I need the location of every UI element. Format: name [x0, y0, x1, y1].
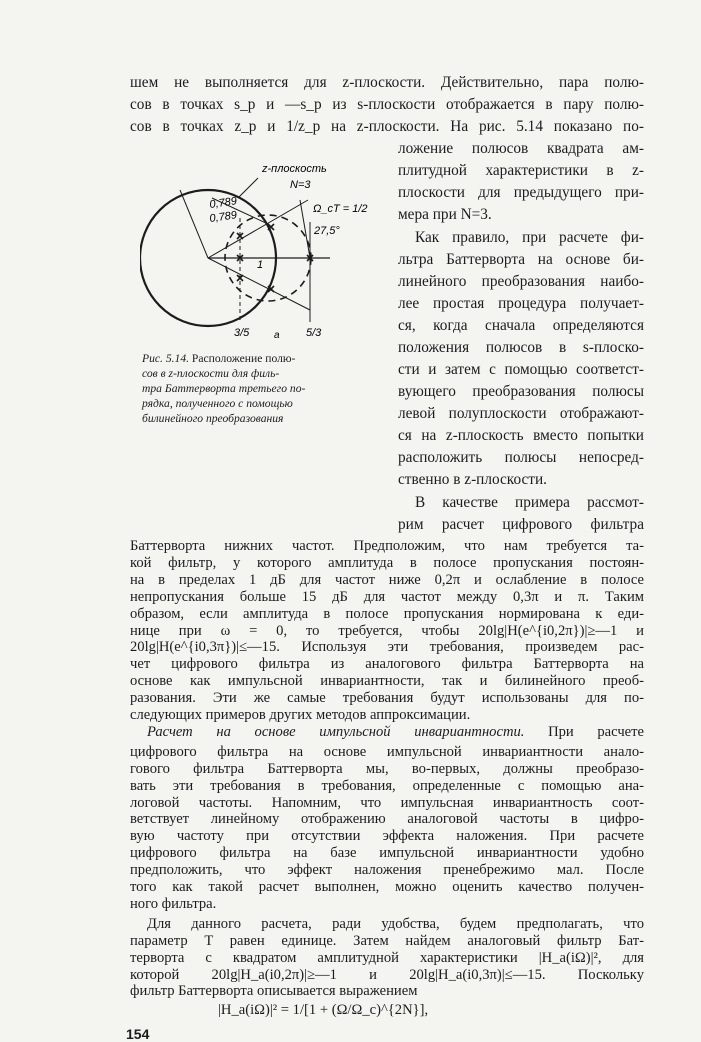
- text-line: 20lg|H(e^{i0,3π})|≤—15. Используя эти требования, произведем рас-: [130, 639, 644, 656]
- text-line: логовой частоты. Напомним, что импульсная инвариантность соот-: [130, 794, 644, 811]
- order-label: N=3: [290, 179, 311, 191]
- text-line: шем не выполняется для z-плоскости. Действительно, пара полю-: [130, 74, 644, 91]
- text-line: цифрового фильтра на основе импульсной инвариантности анало-: [130, 743, 644, 760]
- page-number: 154: [126, 1026, 150, 1042]
- radius-line: [180, 190, 208, 258]
- figure-caption-line: рядка, полученного с помощью: [142, 397, 293, 410]
- section-run-in-heading: Расчет на основе импульсной инвариантности.: [147, 723, 525, 740]
- text-line: ветствует линейному отображению аналоговой частоты в цифро-: [130, 811, 644, 828]
- text-line: сов в точках z_p и 1/z_p на z-плоскости. На рис. 5.14 показано по-: [130, 118, 644, 135]
- figure-caption-line: тра Баттерворта третьего по-: [142, 382, 306, 395]
- text-line: на в пределах 1 дБ для частот ниже 0,2π и ослабление в полосе: [130, 571, 644, 588]
- small-mark: a: [274, 330, 280, 341]
- caption-label: Рис. 5.14.: [142, 352, 190, 365]
- cutoff-label: Ω_cT = 1/2: [313, 203, 368, 215]
- text-line: чет цифрового фильтра из аналогового фильтра Баттерворта на: [130, 656, 644, 673]
- text-line: разования. Эти же самые требования будут использованы для по-: [130, 690, 644, 707]
- figure-caption-line: билинейного преобразования: [142, 412, 284, 425]
- text-line: следующих примеров других методов аппроксимации.: [130, 707, 471, 723]
- text-line: кой фильтр, у которого амплитуда в полосе пропускания постоян-: [130, 554, 644, 571]
- radius-label-a: 0,789: [208, 195, 238, 211]
- text-line: линейного преобразования наибо-: [398, 273, 644, 290]
- text-line: Как правило, при расчете фи-: [415, 229, 644, 246]
- text-line: ного фильтра.: [130, 895, 217, 912]
- text-line: левой полуплоскости отображают-: [398, 405, 644, 422]
- text-line: нице при ω = 0, то требуется, чтобы 20lg|H(e^{i0,2π})|≥—1 и: [130, 622, 644, 639]
- text-line: ложение полюсов квадрата ам-: [398, 140, 644, 157]
- text-line: вую частоту при отсутствии эффекта наложения. При расчете: [130, 828, 644, 845]
- text-line: цифрового фильтра на базе импульсной инвариантности удобно: [130, 845, 644, 862]
- figure-caption-line: сов в z-плоскости для филь-: [142, 367, 280, 380]
- text-line: параметр T равен единице. Затем найдем аналоговый фильтр Бат-: [130, 932, 644, 949]
- text-line: гового фильтра Баттерворта мы, во-первых, должны преобразо-: [130, 760, 644, 777]
- text-line: Для данного расчета, ради удобства, будем предполагать, что: [147, 915, 644, 932]
- pole-plot-figure: [140, 150, 380, 355]
- angle-label: 27,5°: [314, 225, 340, 237]
- figure-caption-line: Рис. 5.14. Расположение полю-: [142, 352, 296, 365]
- text-line: Расчет на основе импульсной инвариантности. При расчете: [147, 723, 644, 740]
- text-line: вующего преобразования полюсы: [398, 383, 644, 400]
- text-line: положения полюсов в s-плоско-: [398, 339, 644, 356]
- text-line: рим расчет цифрового фильтра: [398, 516, 644, 533]
- text-line: сти и затем с помощью соответст-: [398, 361, 644, 378]
- text-line: непропускания больше 15 дБ для частот между 0,3π и π. Таким: [130, 588, 644, 605]
- text-line: В качестве примера рассмот-: [415, 494, 644, 511]
- text-line: того как такой расчет выполнен, можно оценить качество получен-: [130, 879, 644, 895]
- fraction-label-b: 5/3: [306, 327, 322, 339]
- text-line: плитудной характеристики в z-: [398, 162, 644, 179]
- text-line: ся на z-плоскость вместо попытки: [398, 427, 644, 444]
- text-line: мера при N=3.: [398, 206, 492, 223]
- label-pointer: [238, 178, 258, 198]
- fraction-label-a: 3/5: [234, 327, 250, 339]
- text-line: лее простая процедура получает-: [398, 295, 644, 312]
- text-line: расположить полюсы непосред-: [398, 449, 644, 466]
- text-line: ся, когда сначала определяются: [398, 317, 644, 334]
- text-line: льтра Баттерворта на основе би-: [398, 251, 644, 268]
- text-line: вать эти требования в требования, определенные с помощью ана-: [130, 777, 644, 794]
- text-line: образом, если амплитуда в полосе пропускания нормирована к еди-: [130, 605, 644, 622]
- text-line: сов в точках s_p и —s_p из s-плоскости отображается в пару полю-: [130, 96, 644, 113]
- formula: |H_a(iΩ)|² = 1/[1 + (Ω/Ω_c)^{2N}],: [218, 1002, 429, 1019]
- text-line: основе как импульсной инвариантности, так и билинейного преоб-: [130, 673, 644, 690]
- text-line: плоскости для предыдущего при-: [398, 184, 644, 201]
- text-line: ственно в z-плоскости.: [398, 471, 547, 488]
- plane-label: z-плоскость: [262, 163, 327, 175]
- text-line: терворта с квадратом амплитудной характеристики |H_a(iΩ)|², для: [130, 949, 644, 966]
- unit-label: 1: [257, 259, 264, 271]
- radius-label-b: 0,789: [208, 209, 238, 225]
- text-line: фильтр Баттерворта описывается выражением: [130, 983, 418, 1000]
- text-line: предположить, что эффект наложения пренебрежимо мал. После: [130, 862, 644, 879]
- angle-line: [300, 200, 310, 258]
- text-line: Баттерворта нижних частот. Предположим, что нам требуется та-: [130, 538, 644, 554]
- text-line: которой 20lg|H_a(i0,2π)|≥—1 и 20lg|H_a(i0,3π)|≤—15. Поскольку: [130, 966, 644, 983]
